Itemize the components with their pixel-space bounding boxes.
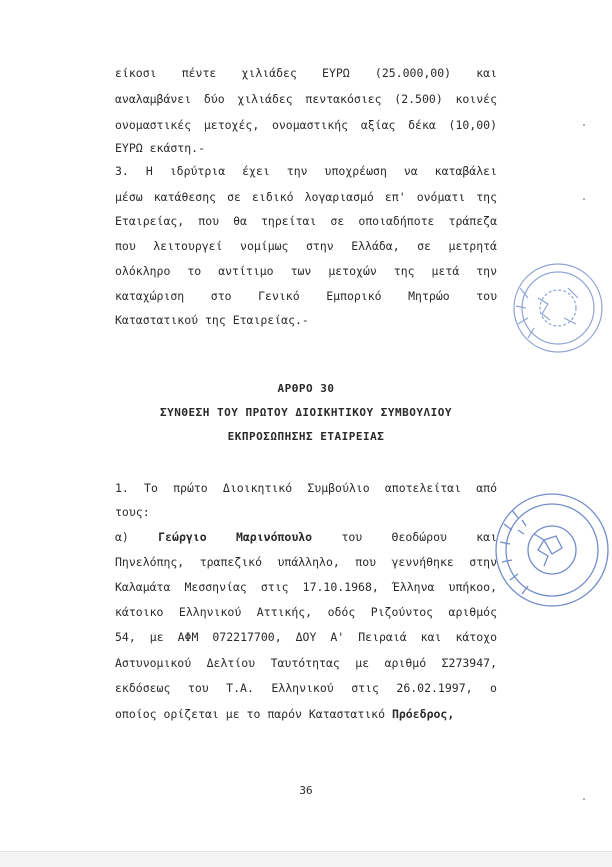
text-line: ολόκληρο το αντίτιμο των μετοχών της μετά την — [115, 264, 497, 278]
article-subtitle: ΕΚΠΡΟΣΩΠΗΣΗΣ ΕΤΑΙΡΕΙΑΣ — [227, 430, 385, 443]
text-line: εκδόσεως του Τ.Α. Ελληνικού στις 26.02.1997, ο — [115, 681, 497, 695]
margin-mark — [583, 798, 585, 800]
page-number: 36 — [299, 784, 313, 797]
article-number: ΑΡΘΡΟ 30 — [277, 382, 335, 395]
text-line-item-a — [115, 530, 497, 544]
text-line: Αστυνομικού Δελτίου Ταυτότητας με αριθμό Σ273947, — [115, 656, 497, 670]
text-line-last — [115, 707, 497, 721]
text-line: Καταστατικού της Εταιρείας.- — [115, 313, 309, 327]
margin-mark — [583, 124, 585, 126]
article-title: ΣΥΝΘΕΣΗ ΤΟΥ ΠΡΩΤΟΥ ΔΙΟΙΚΗΤΙΚΟΥ ΣΥΜΒΟΥΛΙΟΥ — [159, 406, 453, 419]
text-line: ονομαστικές μετοχές, ονομαστικής αξίας δέκα (10,00) — [115, 118, 497, 132]
seal-stamp-icon — [452, 490, 612, 610]
item-a-suffix: του Θεοδώρου και — [312, 530, 497, 544]
page-bottom-edge — [0, 851, 612, 867]
seal-stamp-icon — [498, 258, 612, 358]
text-line: που λειτουργεί νομίμως στην Ελλάδα, σε μετρητά — [115, 239, 497, 253]
text-line: μέσω κατάθεσης σε ειδικό λογαριασμό επ' ονόματι της — [115, 190, 497, 204]
text-line: 3. Η ιδρύτρια έχει την υποχρέωση να καταβάλει — [115, 164, 497, 178]
text-line: ΕΥΡΩ εκάστη.- — [115, 141, 206, 155]
president-role: Πρόεδρος, — [391, 707, 455, 721]
item-a-prefix: α) — [115, 530, 159, 544]
text-line: Καλαμάτα Μεσσηνίας στις 17.10.1968, Έλληνα υπήκοο, — [115, 580, 497, 594]
text-line: αναλαμβάνει δύο χιλιάδες πεντακόσιες (2.500) κοινές — [115, 92, 497, 106]
margin-mark — [583, 198, 585, 200]
text-line: είκοσι πέντε χιλιάδες ΕΥΡΩ (25.000,00) και — [115, 66, 497, 80]
text-line: Εταιρείας, που θα τηρείται σε οποιαδήποτε τράπεζα — [115, 214, 497, 228]
text-line: τους: — [115, 505, 150, 519]
last-line-text: οποίος ορίζεται με το παρόν Καταστατικό — [115, 707, 392, 721]
text-line: κάτοικο Ελληνικού Αττικής, οδός Ριζούντος αριθμός — [115, 605, 497, 619]
text-line: καταχώριση στο Γενικό Εμπορικό Μητρώο του — [115, 289, 497, 303]
text-line: Πηνελόπης, τραπεζικό υπάλληλο, που γεννήθηκε στην — [115, 555, 497, 569]
text-line: 1. Το πρώτο Διοικητικό Συμβούλιο αποτελείται από — [115, 481, 497, 495]
member-name: Γεώργιο Μαρινόπουλο — [158, 530, 313, 544]
text-line: 54, με ΑΦΜ 072217700, ΔΟΥ Α' Πειραιά και κάτοχο — [115, 630, 497, 644]
